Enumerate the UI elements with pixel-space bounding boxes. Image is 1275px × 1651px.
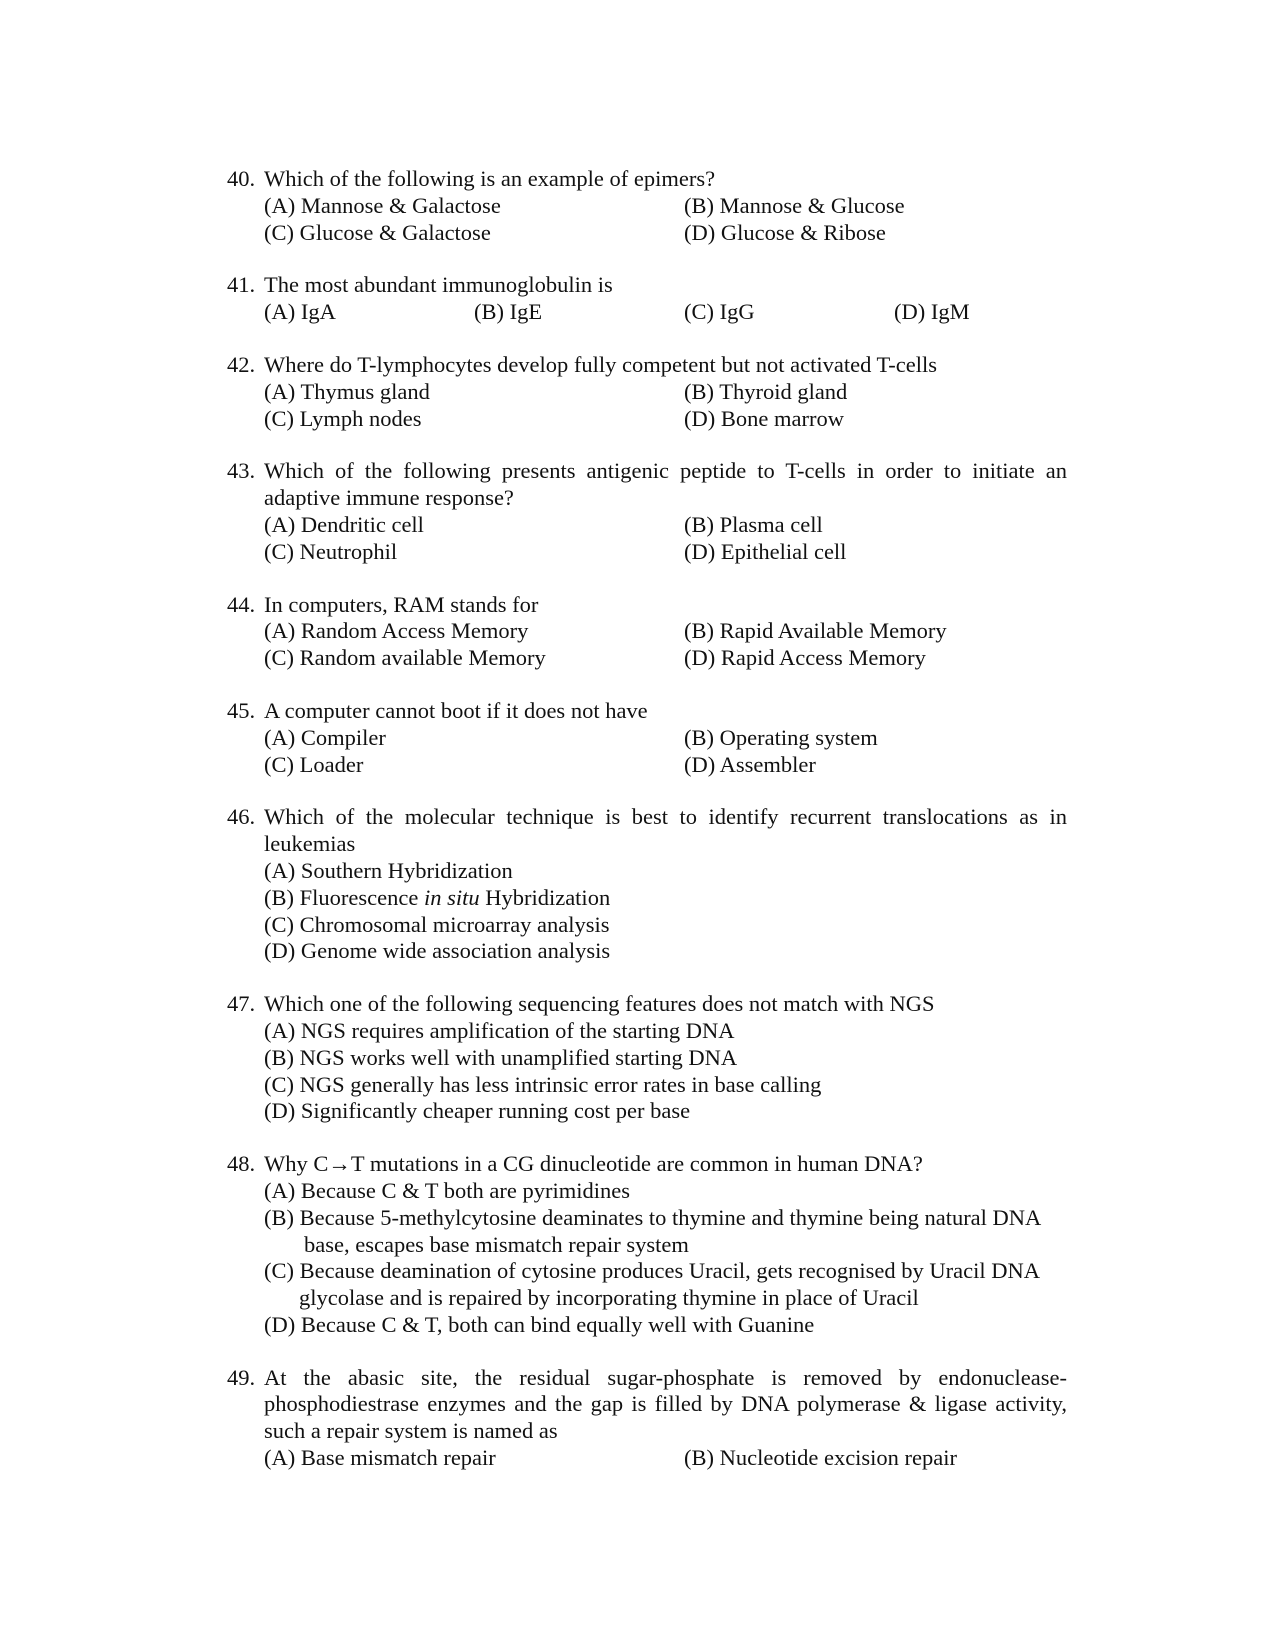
options [264, 618, 1067, 672]
option-c [264, 1258, 1067, 1312]
options [264, 1018, 1067, 1125]
option-a: (A) Mannose & Galactose [264, 192, 501, 218]
question-40 [227, 166, 1067, 246]
question-text: The most abundant immunoglobulin is [264, 272, 613, 298]
option-a: (A) Southern Hybridization [264, 857, 513, 883]
option-b: (B) Rapid Available Memory [684, 618, 947, 644]
question-text: Which of the following presents antigenic peptide to T-cells in order to initiate an adaptive immune response? [264, 458, 1067, 511]
option-b [264, 885, 1067, 912]
question-41 [227, 272, 1067, 326]
question-number: 41. [227, 272, 256, 298]
question-44 [227, 592, 1067, 672]
question-number: 47. [227, 991, 256, 1017]
option-c: (C) Random available Memory [264, 645, 546, 671]
option-b-prefix: (B) Fluorescence [264, 884, 424, 910]
question-48 [227, 1151, 1067, 1339]
question-number: 49. [227, 1364, 256, 1390]
options [264, 858, 1067, 965]
option-a: (A) NGS requires amplification of the starting DNA [264, 1017, 735, 1043]
option-d: (D) Rapid Access Memory [684, 645, 926, 671]
question-number: 44. [227, 591, 256, 617]
option-a: (A) Because C & T both are pyrimidines [264, 1177, 630, 1203]
question-text: At the abasic site, the residual sugar-phosphate is removed by endonuclease-phosphodiestrase enzymes and the gap is filled by DNA polymerase & ligase activity, such a repair system is named as [264, 1364, 1067, 1444]
options [264, 1178, 1067, 1339]
option-b-line-2: base, escapes base mismatch repair system [304, 1231, 689, 1257]
question-text: Which of the molecular technique is best to identify recurrent translocations as in leukemias [264, 804, 1067, 857]
question-sheet [227, 166, 1067, 1498]
option-c-line-2: glycolase and is repaired by incorporating thymine in place of Uracil [299, 1285, 919, 1311]
option-b: (B) IgE [474, 299, 543, 325]
option-b: (B) NGS works well with unamplified starting DNA [264, 1044, 738, 1070]
question-49 [227, 1365, 1067, 1472]
option-a: (A) Dendritic cell [264, 511, 424, 537]
question-text: Which one of the following sequencing features does not match with NGS [264, 991, 935, 1017]
option-d: (D) Because C & T, both can bind equally well with Guanine [264, 1311, 815, 1337]
option-c: (C) Neutrophil [264, 538, 398, 564]
option-c: (C) IgG [684, 299, 755, 325]
options [264, 379, 1067, 433]
question-47 [227, 991, 1067, 1125]
question-number: 46. [227, 804, 256, 830]
option-a: (A) Thymus gland [264, 378, 430, 404]
option-d: (D) Genome wide association analysis [264, 938, 611, 964]
option-c: (C) Loader [264, 751, 364, 777]
option-b: (B) Operating system [684, 724, 878, 750]
option-a: (A) Compiler [264, 724, 386, 750]
option-b: (B) Nucleotide excision repair [684, 1445, 958, 1471]
question-42 [227, 352, 1067, 432]
option-a: (A) IgA [264, 299, 336, 325]
question-text: Why C→T mutations in a CG dinucleotide are common in human DNA? [264, 1151, 923, 1177]
option-b-italic: in situ [423, 884, 480, 910]
question-number: 43. [227, 458, 256, 484]
options [264, 1445, 1067, 1472]
option-b: (B) Thyroid gland [684, 378, 848, 404]
options [264, 512, 1067, 566]
option-b-suffix: Hybridization [479, 884, 611, 910]
option-b [264, 1205, 1067, 1259]
question-number: 48. [227, 1151, 256, 1177]
option-d: (D) Glucose & Ribose [684, 219, 886, 245]
question-number: 45. [227, 697, 256, 723]
option-a: (A) Random Access Memory [264, 618, 529, 644]
question-number: 40. [227, 166, 256, 191]
option-d: (D) Bone marrow [684, 405, 844, 431]
question-45 [227, 698, 1067, 778]
option-c-line-1: (C) Because deamination of cytosine produces Uracil, gets recognised by Uracil DNA [264, 1258, 1040, 1284]
question-text: Which of the following is an example of epimers? [264, 166, 716, 191]
option-c: (C) Glucose & Galactose [264, 219, 491, 245]
option-c: (C) Chromosomal microarray analysis [264, 911, 610, 937]
option-d: (D) Assembler [684, 751, 816, 777]
options [264, 725, 1067, 779]
option-d: (D) IgM [894, 299, 970, 325]
option-a: (A) Base mismatch repair [264, 1445, 496, 1471]
option-d: (D) Epithelial cell [684, 538, 847, 564]
options [264, 193, 1067, 247]
question-number: 42. [227, 351, 256, 377]
question-46 [227, 804, 1067, 965]
option-c: (C) Lymph nodes [264, 405, 422, 431]
options [264, 299, 1067, 326]
option-c: (C) NGS generally has less intrinsic error rates in base calling [264, 1071, 822, 1097]
option-b: (B) Mannose & Glucose [684, 192, 905, 218]
question-text: A computer cannot boot if it does not have [264, 697, 648, 723]
question-43 [227, 458, 1067, 565]
question-text: Where do T-lymphocytes develop fully competent but not activated T-cells [264, 351, 937, 377]
question-text: In computers, RAM stands for [264, 591, 539, 617]
option-b: (B) Plasma cell [684, 511, 823, 537]
option-d: (D) Significantly cheaper running cost per base [264, 1098, 691, 1124]
option-b-line-1: (B) Because 5-methylcytosine deaminates to thymine and thymine being natural DNA [264, 1204, 1042, 1230]
